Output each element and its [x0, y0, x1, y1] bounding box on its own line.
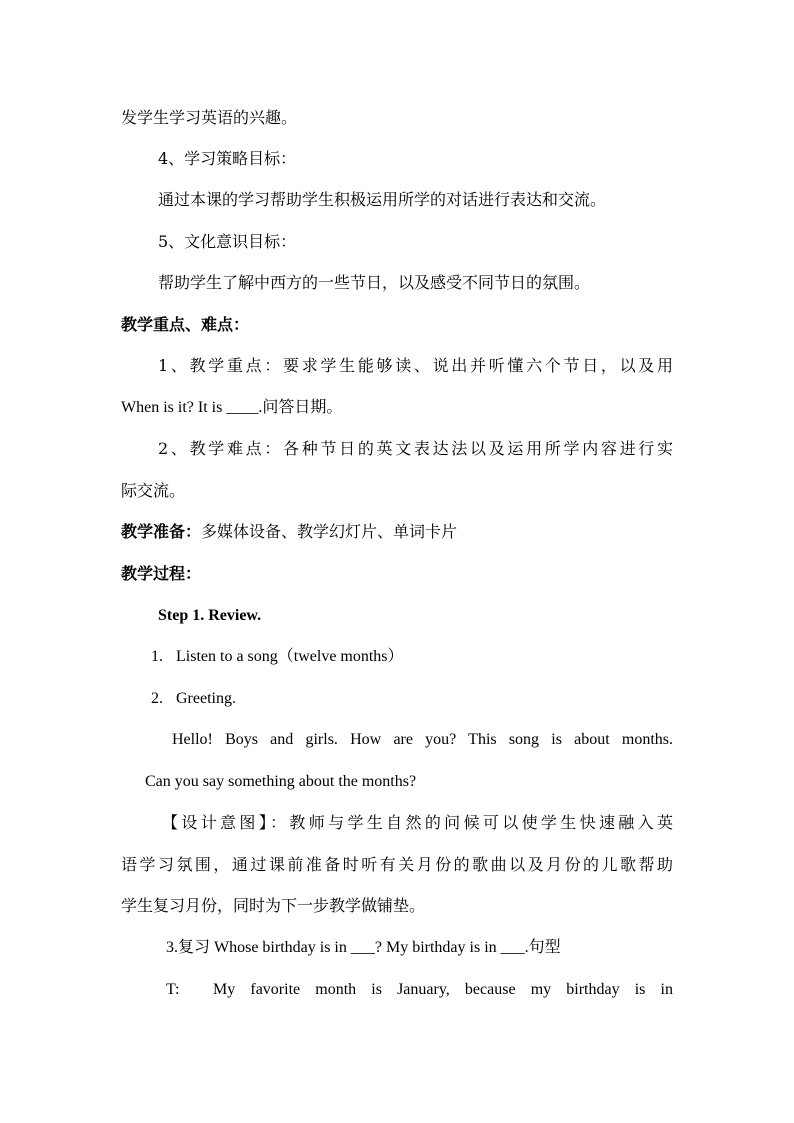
dialogue-line: Can you say something about the months?	[145, 773, 417, 790]
teaching-preparation	[121, 521, 457, 543]
paragraph-line: 1、教学重点：要求学生能够读、说出并听懂六个节日，以及用	[158, 356, 673, 375]
teacher-label: T:	[166, 981, 180, 998]
list-number: 2.	[151, 690, 163, 707]
heading-key-points: 教学重点、难点：	[121, 315, 250, 334]
heading-preparation: 教学准备：	[121, 522, 202, 541]
list-item-text: Greeting.	[176, 690, 236, 707]
step-heading: Step 1. Review.	[158, 607, 262, 624]
paragraph-line: When is it? It is ____.问答日期。	[121, 399, 343, 416]
preparation-text: 多媒体设备、教学幻灯片、单词卡片	[201, 522, 458, 541]
design-intent-line: 学生复习月份，同时为下一步教学做铺垫。	[121, 896, 426, 915]
design-intent-line: 【设计意图】：教师与学生自然的问候可以使学生快速融入英	[162, 813, 673, 832]
paragraph-line: 际交流。	[121, 481, 186, 500]
review-sentence-pattern: 3.复习 Whose birthday is in ___? My birthday is in ___.句型	[166, 939, 561, 956]
section-heading-learning-strategy: 4、学习策略目标：	[158, 149, 297, 168]
design-intent-line: 语学习氛围，通过课前准备时听有关月份的歌曲以及月份的儿歌帮助	[121, 855, 673, 874]
dialogue-line: Hello! Boys and girls. How are you? This song is about months.	[172, 731, 673, 748]
list-number: 1.	[151, 648, 163, 665]
paragraph-line: 帮助学生了解中西方的一些节日，以及感受不同节日的氛围。	[158, 273, 591, 292]
paragraph-line: 2、教学难点：各种节日的英文表达法以及运用所学内容进行实	[158, 439, 673, 458]
list-item-text: Listen to a song（twelve months）	[176, 648, 404, 665]
paragraph-line: 发学生学习英语的兴趣。	[121, 108, 298, 127]
teacher-dialogue: My favorite month is January, because my birthday is in	[213, 981, 673, 998]
heading-teaching-process: 教学过程：	[121, 564, 202, 583]
section-heading-cultural-awareness: 5、文化意识目标：	[158, 232, 297, 251]
paragraph-line: 通过本课的学习帮助学生积极运用所学的对话进行表达和交流。	[158, 190, 607, 209]
